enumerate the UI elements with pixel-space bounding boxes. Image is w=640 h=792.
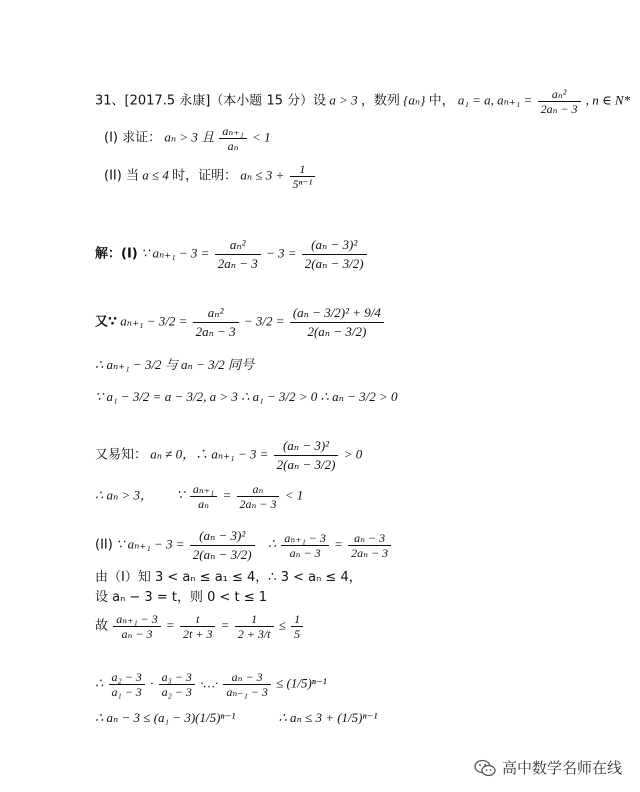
sol-l11-num2: a₃ − 3 (159, 670, 195, 685)
sol-l11-frac3 (223, 670, 270, 699)
part1-a: aₙ > 3 且 (164, 129, 215, 145)
sol-l10-frac2 (180, 612, 215, 641)
sol-l10-frac4 (291, 612, 303, 641)
sol-line-6 (95, 482, 303, 511)
sol-l11-dots: ·…· (200, 675, 219, 691)
sol-l10-num1: aₙ₊₁ − 3 (113, 612, 160, 627)
watermark (474, 757, 622, 778)
sol-l7-label: (II) (95, 537, 113, 553)
sol-l1-text: ∵ aₙ₊₁ − 3 = (140, 245, 210, 261)
sol-l5-num: (aₙ − 3)² (274, 437, 339, 456)
sol-l12-text: ∴ aₙ − 3 ≤ (a₁ − 3)(1/5)ⁿ⁻¹ (95, 710, 236, 725)
wechat-icon (474, 759, 496, 777)
sol-l6-num1: aₙ₊₁ (190, 482, 217, 497)
sol-line-10 (95, 612, 305, 641)
sol-l11-frac1 (109, 670, 145, 699)
sol-l11-den1: a₁ − 3 (111, 685, 142, 699)
sol-l5-label: 又易知： (95, 447, 148, 463)
sol-l2-text: aₙ₊₁ − 3/2 = (120, 313, 188, 329)
sol-l6-frac2 (237, 482, 280, 511)
sol-line-7 (95, 527, 393, 564)
sol-l6-frac1 (190, 482, 217, 511)
part2-a: aₙ ≤ 3 + (240, 167, 285, 183)
sol-line-11: ∴ $\frac{\text{a₂ − 3}}{\text{a₁ − 3}}$ · $\frac{\text{a₃ − 3}}{\text{a₂ − 3}}$ ·…· $\frac{\text{aₙ − 3}}{\text{aₙ₋₁ − 3}}$ ≤ (1/5)ⁿ⁻¹ (95, 670, 327, 699)
sol-l10-den3: 2 + 3/t (237, 627, 271, 641)
sol-l6-d: < 1 (284, 487, 304, 503)
part1-label: (I) 求证： (104, 130, 162, 146)
problem-header (95, 87, 630, 116)
sol-l5-den: 2(aₙ − 3/2) (276, 457, 336, 472)
sol-l2-frac2 (290, 304, 384, 341)
sol-l7-den1: 2(aₙ − 3/2) (192, 547, 252, 562)
sol-l10-den4: 5 (294, 627, 301, 641)
problem-source: 31、[2017.5 永康]（本小题 15 分）设 (95, 93, 327, 109)
sol-l1-den2: 2(aₙ − 3/2) (304, 256, 364, 271)
sol-l11-frac2 (159, 670, 195, 699)
sol-l11-den2: a₂ − 3 (161, 685, 192, 699)
sol-l1-num2: (aₙ − 3)² (302, 236, 367, 255)
sol-l7-den3: 2aₙ − 3 (351, 546, 389, 560)
sol-l2-num1: aₙ² (193, 304, 239, 323)
sol-l1-b: − 3 = (266, 245, 297, 261)
part2-fraction (290, 162, 316, 191)
part2-statement (104, 162, 317, 191)
sol-l2-num2: (aₙ − 3/2)² + 9/4 (290, 304, 384, 323)
part2-mid: 时，证明： (172, 168, 238, 184)
sol-l11-a: ∴ (95, 675, 104, 691)
sol-l10-frac3 (235, 612, 274, 641)
sol-l7-den2: aₙ − 3 (289, 546, 321, 560)
part1-num: aₙ₊₁ (219, 124, 246, 139)
sol-l6-den1: aₙ (198, 497, 209, 511)
problem-seq: {aₙ} (403, 92, 426, 108)
problem-cond: a > 3 (329, 92, 358, 108)
sol-line-4: ∵ a₁ − 3/2 = a − 3/2, a > 3 ∴ a₁ − 3/2 > 0 ∴ aₙ − 3/2 > 0 (95, 389, 398, 404)
problem-recurrence: a₁ = a, aₙ₊₁ = (457, 92, 533, 108)
sol-l7-frac1 (190, 527, 255, 564)
sol-l2-den2: 2(aₙ − 3/2) (307, 324, 367, 339)
problem-rec-fraction (538, 87, 581, 116)
sol-line-1 (95, 236, 369, 273)
sol-line-12 (95, 710, 377, 725)
sol-l10-num4: 1 (291, 612, 303, 627)
sol-l7-text: ∵ aₙ₊₁ − 3 = (116, 536, 185, 552)
sol-l10-den1: aₙ − 3 (121, 627, 153, 641)
sol-line-3: ∴ aₙ₊₁ − 3/2 与 aₙ − 3/2 同号 (95, 357, 254, 372)
sol-l11-num1: a₂ − 3 (109, 670, 145, 685)
sol-l6-b: ∵ (176, 487, 185, 503)
problem-tail: , n ∈ N* (585, 92, 631, 108)
sol-l6-num2: aₙ (237, 482, 280, 497)
sol-l6-text: ∴ aₙ > 3， (95, 487, 154, 503)
sol-l10-b: = (165, 617, 175, 633)
sol-l7-b: ∴ (267, 536, 277, 552)
sol-l10-num3: 1 (235, 612, 274, 627)
problem-mid: 中， (428, 93, 455, 109)
rec-numerator: aₙ² (538, 87, 581, 102)
sol-line-5 (95, 437, 362, 474)
sol-l7-num2: aₙ₊₁ − 3 (281, 531, 328, 546)
part2-num: 1 (290, 162, 316, 177)
part1-statement (104, 124, 271, 153)
part1-fraction (219, 124, 246, 153)
sol-l2-label: 又∵ (95, 314, 118, 330)
sol-l7-num1: (aₙ − 3)² (190, 527, 255, 546)
sol-l6-c: = (222, 487, 232, 503)
sol-l2-b: − 3/2 = (243, 313, 285, 329)
sol-l10-c: = (220, 617, 230, 633)
sol-l6-den2: 2aₙ − 3 (239, 497, 277, 511)
sol-l1-frac1 (215, 236, 261, 273)
sol-l10-num2: t (180, 612, 215, 627)
sol-l5-frac (274, 437, 339, 474)
sol-l2-den1: 2aₙ − 3 (195, 324, 236, 339)
sol-line-2 (95, 304, 386, 341)
sol-l2-frac1 (193, 304, 239, 341)
sol-label: 解：(I) (95, 246, 138, 262)
sol-l1-num1: aₙ² (215, 236, 261, 255)
rec-denominator: 2aₙ − 3 (540, 102, 578, 116)
sol-l11-den3: aₙ₋₁ − 3 (226, 685, 268, 699)
sol-line-9: 设 aₙ − 3 = t，则 0 < t ≤ 1 (95, 590, 268, 605)
sol-l10-frac1 (113, 612, 160, 641)
sol-l10-den2: 2t + 3 (183, 627, 213, 641)
part2-den: 5ⁿ⁻¹ (292, 177, 313, 191)
sol-l1-frac2 (302, 236, 367, 273)
sol-l7-num3: aₙ − 3 (348, 531, 391, 546)
sol-l10-d: ≤ (278, 617, 286, 633)
sol-l11-b: ≤ (1/5)ⁿ⁻¹ (276, 675, 327, 691)
sol-l1-den1: 2aₙ − 3 (217, 256, 258, 271)
sol-l12-b: ∴ aₙ ≤ 3 + (1/5)ⁿ⁻¹ (278, 710, 378, 725)
sol-l10-label: 故 (95, 618, 109, 634)
watermark-text: 高中数学名师在线 (501, 759, 622, 777)
sol-l7-frac3 (348, 531, 391, 560)
part1-den: aₙ (227, 139, 239, 153)
sol-line-8: 由（I）知 3 < aₙ ≤ a₁ ≤ 4，∴ 3 < aₙ ≤ 4， (95, 570, 362, 585)
part1-b: < 1 (252, 129, 271, 145)
part2-label: (II) 当 (104, 168, 139, 184)
sol-l7-c: = (334, 536, 343, 552)
sol-l5-text: aₙ ≠ 0，∴ aₙ₊₁ − 3 = (150, 446, 269, 462)
sol-l5-b: > 0 (343, 446, 363, 462)
sol-l11-num3: aₙ − 3 (223, 670, 270, 685)
problem-seq-text: ，数列 (360, 93, 400, 109)
sol-l7-frac2 (281, 531, 328, 560)
part2-cond: a ≤ 4 (142, 167, 169, 183)
